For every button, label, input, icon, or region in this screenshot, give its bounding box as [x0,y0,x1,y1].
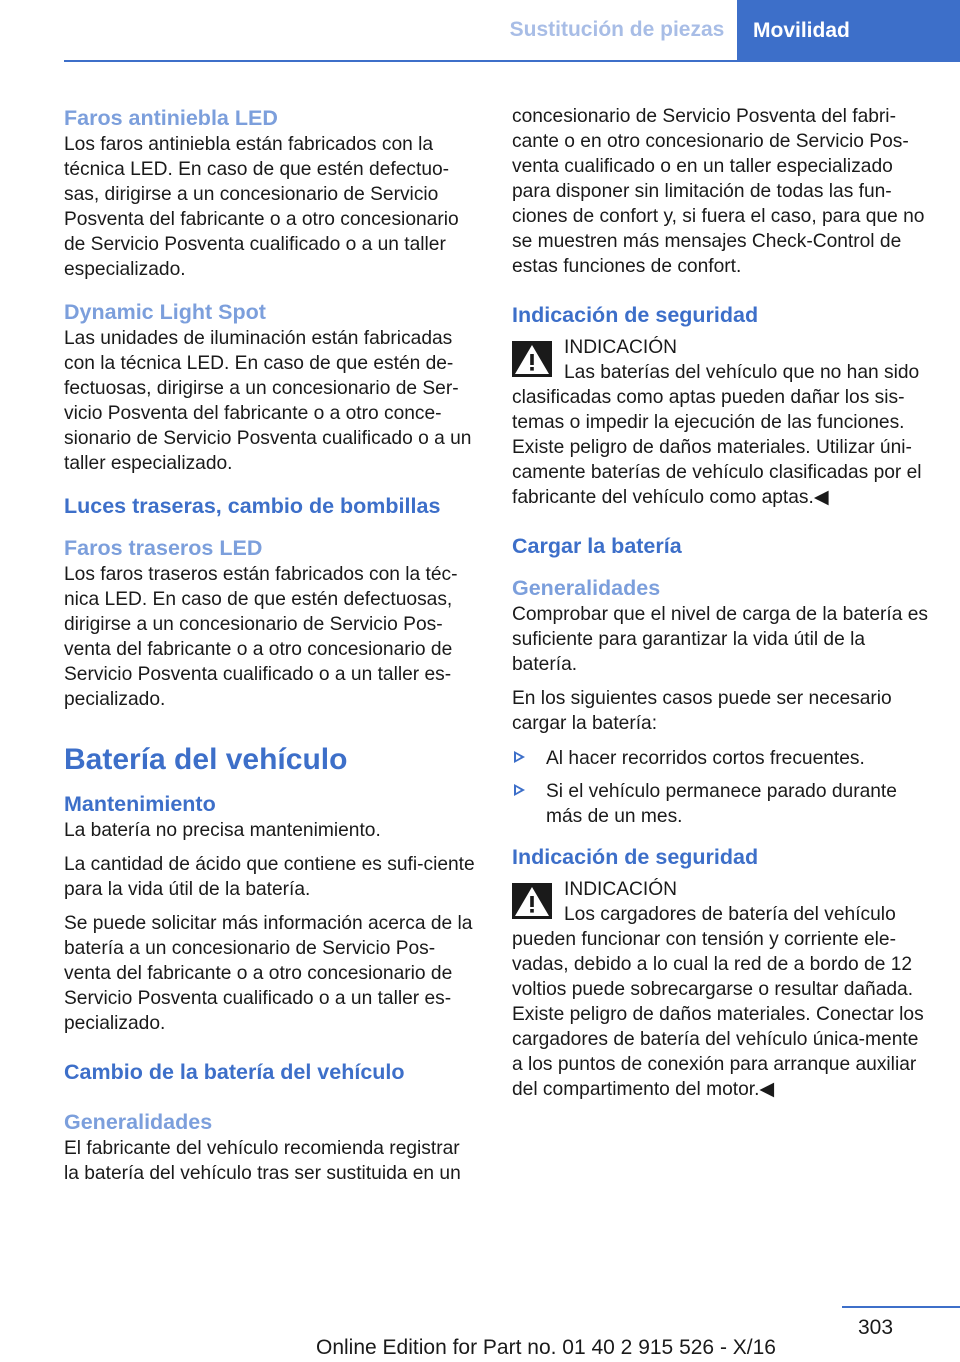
paragraph-mantenimiento-3: Se puede solicitar más información acerca de la batería a un concesionario de Servicio Pos‐venta del fabricante o a otro concesionario de Servicio Posventa cualificado o a un taller es‐pecializado. [64,913,473,1034]
heading-faros-antiniebla: Faros antiniebla LED [64,106,278,130]
list-item-text: Si el vehículo permanece parado durante más de un mes. [546,781,897,827]
heading-generalidades-cambio: Generalidades [64,1110,213,1134]
footer-edition-text: Online Edition for Part no. 01 40 2 915 526 - X/16 [316,1336,776,1359]
list-item [512,746,930,771]
heading-faros-traseros: Faros traseros LED [64,536,263,560]
footer-rule [842,1306,960,1308]
list-item-text: Al hacer recorridos cortos frecuentes. [546,748,865,769]
paragraph-faros-traseros: Los faros traseros están fabricados con la téc‐nica LED. En caso de que estén defectuosas, dirigirse a un concesionario de Servicio Pos‐venta del fabricante o a otro concesionario de Servicio Posventa cualificado o a un taller es‐pecializado. [64,564,458,710]
paragraph-continuation: concesionario de Servicio Posventa del fabri‐cante o en otro concesionario de Servicio Pos‐venta cualificado o en un taller especializado para disponer sin limitación de todas las fun‐ciones de confort y, si fuera el caso, para que no se muestren más mensajes Check-Control de estas funciones de confort. [512,106,925,277]
paragraph-carga-1: Comprobar que el nivel de carga de la batería es suficiente para garantizar la vida útil de la batería. [512,604,928,675]
warning-triangle-icon [512,883,552,919]
page-number: 303 [858,1316,894,1339]
heading-cambio-bateria: Cambio de la batería del vehículo [64,1060,405,1084]
heading-cargar-bateria: Cargar la batería [512,534,682,558]
heading-indicacion-seguridad-2: Indicación de seguridad [512,845,759,869]
paragraph-mantenimiento-2: La cantidad de ácido que contiene es sufi‐ciente para la vida útil de la batería. [64,854,475,900]
heading-generalidades-carga: Generalidades [512,576,661,600]
paragraph-mantenimiento-1: La batería no precisa mantenimiento. [64,820,381,841]
warning-text-2 [512,902,930,1102]
warning-text-1-content: Las baterías del vehículo que no han sido clasificadas como aptas pueden dañar los sis‐temas o impedir la ejecución de las funciones. Existe peligro de daños materiales. Utilizar úni‐camente baterías de vehículo clasificadas por el fabricante del vehículo como aptas.◀ [512,362,922,508]
warning-block-1 [512,335,930,510]
paragraph-generalidades-cambio: El fabricante del vehículo recomienda registrar la batería del vehículo tras ser sustituida en un [64,1138,461,1184]
heading-bateria-vehiculo: Batería del vehículo [64,743,348,776]
warning-block-2 [512,877,930,1102]
triangle-bullet-icon [514,751,525,763]
heading-dynamic-light-spot: Dynamic Light Spot [64,300,266,324]
warning-triangle-icon [512,341,552,377]
header-section-title: Sustitución de piezas [509,18,725,41]
list-item [512,779,930,829]
left-column [64,104,479,1186]
warning-title-2: INDICACIÓN [564,879,677,900]
header-chapter-tab: Movilidad [737,0,960,62]
warning-text-2-content: Los cargadores de batería del vehículo pueden funcionar con tensión y corriente ele‐vadas, debido a lo cual la red de a bordo de 12 voltios puede sobrecargarse o resultar dañada. Existe peligro de daños materiales. Conectar los cargadores de batería del vehículo única‐mente a los puntos de conexión para arranque auxiliar del compartimento del motor.◀ [512,904,924,1100]
bullet-list [512,746,930,829]
heading-luces-traseras: Luces traseras, cambio de bombillas [64,494,441,518]
warning-title-1: INDICACIÓN [564,337,677,358]
heading-indicacion-seguridad-1: Indicación de seguridad [512,303,759,327]
right-column [512,104,930,1102]
paragraph-carga-2: En los siguientes casos puede ser necesario cargar la batería: [512,688,892,734]
paragraph-faros-antiniebla: Los faros antiniebla están fabricados con la técnica LED. En caso de que estén defectuo‐sas, dirigirse a un concesionario de Servicio Posventa del fabricante o a otro concesionario de Servicio Posventa cualificado o a un taller especializado. [64,134,459,280]
paragraph-dynamic-light-spot: Las unidades de iluminación están fabricadas con la técnica LED. En caso de que estén de‐fectuosas, dirigirse a un concesionario de Ser‐vicio Posventa del fabricante o a otro conce‐sionario de Servicio Posventa cualificado o a un taller especializado. [64,328,472,474]
header-rule [64,60,960,62]
heading-mantenimiento: Mantenimiento [64,792,216,816]
triangle-bullet-icon [514,784,525,796]
warning-text-1 [512,360,930,510]
